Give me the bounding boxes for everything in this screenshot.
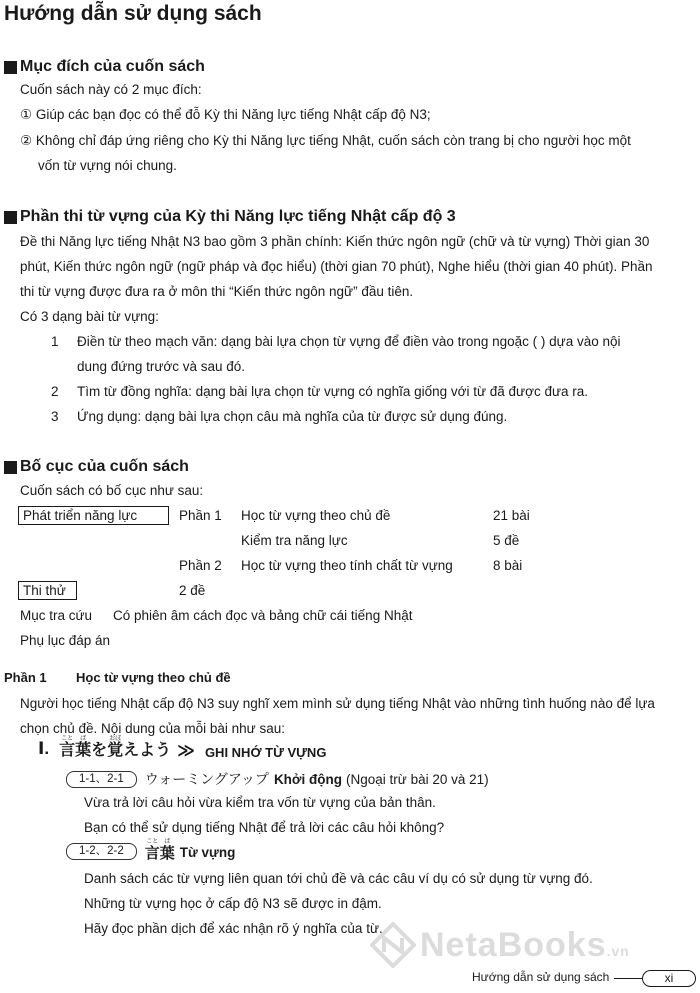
watermark-suffix: .vn [606, 942, 630, 959]
ruby-kotoba-3 [145, 839, 160, 861]
jp-particle: を [91, 742, 108, 759]
warmup-vi: Khởi động [273, 771, 343, 787]
ruby-oboe [107, 736, 123, 759]
layout-part-1: Phần 1 [179, 508, 222, 523]
watermark-text [420, 926, 630, 965]
layout-row-1-content: Học từ vựng theo chủ đề [241, 508, 391, 523]
kanji: 葉 [159, 845, 175, 862]
ruby-kotoba-4 [160, 839, 175, 861]
purpose-item-2: ② Không chỉ đáp ứng riêng cho Kỳ thi Năng lực tiếng Nhật, cuốn sách còn trang bị cho người học một [20, 133, 631, 148]
heading-square-icon [4, 461, 17, 474]
heading-square-icon [4, 211, 17, 224]
layout-mock-count: 2 đề [179, 583, 206, 598]
footer-label: Hướng dẫn sử dụng sách [472, 970, 610, 984]
kanji: 言 [144, 845, 160, 862]
exam-paragraph-line-2: phút, Kiến thức ngôn ngữ (ngữ pháp và đọc hiểu) (thời gian 70 phút), Nghe hiểu (thời gian 40 phút). Phần [20, 259, 653, 274]
jp-ending: えよう [123, 742, 172, 759]
exam-type-number-3: 3 [51, 409, 59, 424]
index-text: Có phiên âm cách đọc và bảng chữ cái tiếng Nhật [113, 608, 413, 623]
warmup-note: (Ngoại trừ bài 20 và 21) [346, 771, 489, 787]
vocab-desc-1: Danh sách các từ vựng liên quan tới chủ đề và các câu ví dụ có sử dụng từ vựng đó. [84, 871, 593, 886]
watermark [370, 922, 630, 968]
vocab-label: Từ vựng [179, 845, 236, 861]
layout-row-2-count: 5 đề [493, 533, 520, 548]
section-purpose-heading [4, 58, 205, 76]
lesson-tag-2: 1-2、2-2 [66, 843, 137, 860]
vocab-desc-2: Những từ vựng học ở cấp độ N3 sẽ được in đậm. [84, 896, 382, 911]
exam-type-1: Điền từ theo mạch văn: dạng bài lựa chọn từ vựng để điền vào trong ngoặc ( ) dựa vào nội [77, 334, 621, 349]
lesson-tag-1: 1-1、2-1 [66, 771, 137, 788]
exam-type-2: Tìm từ đồng nghĩa: dạng bài lựa chọn từ vựng có nghĩa giống với từ đã được đưa ra. [77, 384, 589, 399]
page-title: Hướng dẫn sử dụng sách [4, 2, 262, 25]
layout-row-3-count: 8 bài [493, 558, 523, 573]
warmup-desc-2: Bạn có thể sử dụng tiếng Nhật để trả lời các câu hỏi không? [84, 820, 445, 835]
ruby-kotoba-2 [75, 736, 91, 759]
lesson-section-1-heading [38, 736, 326, 759]
vocab-desc-3: Hãy đọc phần dịch để xác nhận rõ ý nghĩa của từ. [84, 921, 383, 936]
section-layout-heading [4, 458, 189, 476]
layout-row-1-count: 21 bài [493, 508, 530, 523]
exam-types-intro: Có 3 dạng bài từ vựng: [20, 309, 159, 324]
exam-type-1-cont: dung đứng trước và sau đó. [77, 359, 246, 374]
kanji: 葉 [75, 742, 92, 759]
warmup-desc-1: Vừa trả lời câu hỏi vừa kiểm tra vốn từ vựng của bản thân. [84, 795, 436, 810]
purpose-item-1: ① Giúp các bạn đọc có thể đỗ Kỳ thi Năng lực tiếng Nhật cấp độ N3; [20, 107, 431, 122]
part-1-label: Phần 1 [4, 670, 47, 685]
purpose-item-2-cont: vốn từ vựng nói chung. [38, 158, 177, 173]
footer-divider [614, 978, 642, 979]
warmup-row [66, 769, 489, 789]
roman-numeral: Ⅰ. [38, 739, 50, 758]
ghi-nho-label: GHI NHỚ TỪ VỰNG [204, 745, 327, 760]
ruby-reading: おぼ [109, 736, 122, 742]
watermark-logo-icon [370, 922, 416, 968]
section-layout-title: Bố cục của cuốn sách [20, 458, 189, 475]
exam-type-number-1: 1 [51, 334, 59, 349]
layout-box-mock: Thi thử [18, 581, 77, 600]
double-arrow-icon: ≫ [177, 741, 195, 760]
part-1-paragraph-line-1: Người học tiếng Nhật cấp độ N3 suy nghĩ xem mình sử dụng tiếng Nhật vào những tình huống nào để lựa [20, 696, 655, 711]
part-1-heading: Học từ vựng theo chủ đề [76, 670, 231, 685]
ruby-reading: ば [164, 839, 171, 845]
kanji: 言 [59, 742, 76, 759]
section-purpose-title: Mục đích của cuốn sách [20, 58, 205, 75]
exam-type-3: Ứng dụng: dạng bài lựa chọn câu mà nghĩa của từ được sử dụng đúng. [77, 409, 508, 424]
warmup-jp: ウォーミングアップ [144, 771, 269, 787]
layout-part-2: Phần 2 [179, 558, 222, 573]
exam-paragraph-line-3: thi từ vựng được đưa ra ở môn thi “Kiến thức ngôn ngữ” đầu tiên. [20, 284, 414, 299]
appendix-label: Phụ lục đáp án [20, 633, 111, 648]
ruby-kotoba-1 [59, 736, 75, 759]
vocab-row [66, 839, 235, 861]
watermark-main: NetaBooks [420, 925, 607, 964]
ruby-reading: ば [80, 736, 87, 742]
page-number: xi [642, 970, 696, 987]
ruby-reading: こと [61, 736, 74, 742]
ruby-reading: こと [146, 839, 159, 845]
kanji: 覚 [107, 742, 124, 759]
section-vocab-exam-title: Phần thi từ vựng của Kỳ thi Năng lực tiếng Nhật cấp độ 3 [20, 208, 456, 225]
purpose-intro: Cuốn sách này có 2 mục đích: [20, 82, 202, 97]
layout-row-3-content: Học từ vựng theo tính chất từ vựng [241, 558, 453, 573]
index-label: Mục tra cứu [20, 608, 93, 623]
layout-row-2-content: Kiểm tra năng lực [241, 533, 348, 548]
section-vocab-exam-heading [4, 208, 456, 226]
exam-type-number-2: 2 [51, 384, 59, 399]
heading-square-icon [4, 61, 17, 74]
part-1-paragraph-line-2: chọn chủ đề. Nội dung của mỗi bài như sau: [20, 721, 285, 736]
exam-paragraph-line-1: Đề thi Năng lực tiếng Nhật N3 bao gồm 3 phần chính: Kiến thức ngôn ngữ (chữ và từ vựng) Thời gian 30 [20, 234, 650, 249]
layout-box-skill: Phát triển năng lực [18, 506, 169, 525]
layout-intro: Cuốn sách có bố cục như sau: [20, 483, 204, 498]
